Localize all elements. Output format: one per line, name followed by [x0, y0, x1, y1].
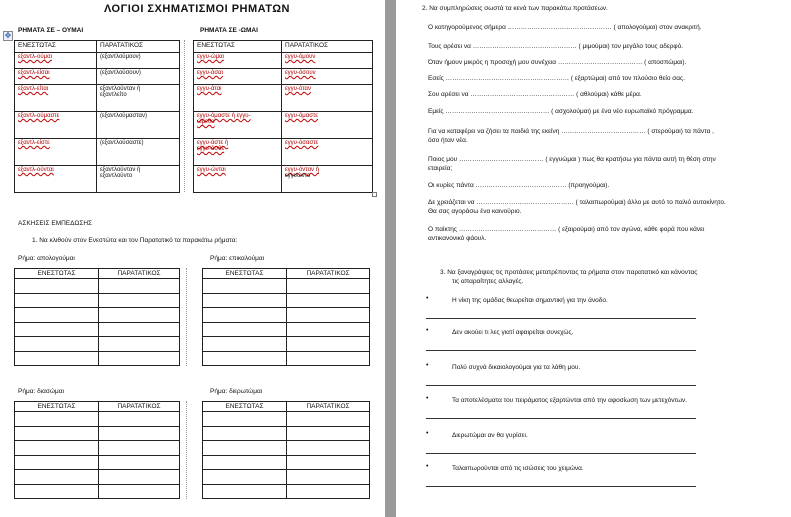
exercise-table-3 [14, 401, 180, 499]
present-form: εγγυ-άσαι [197, 70, 223, 76]
exercise-table-2 [202, 268, 370, 366]
sentence-8-cont: εταιρεία; [428, 165, 453, 172]
exercise3-instruction-cont: τις απαραίτητες αλλαγές. [452, 278, 524, 285]
answer-cell[interactable] [99, 484, 180, 499]
table-gap-dots [186, 401, 187, 499]
answer-cell[interactable] [287, 351, 370, 366]
answer-cell[interactable] [15, 279, 99, 294]
answer-cell[interactable] [203, 441, 287, 456]
document-page-2 [396, 0, 791, 517]
present-form: εξαντλ-είσαι [18, 70, 50, 76]
col-header-imperfect: ΠΑΡΑΤΑΤΙΚΟΣ [99, 269, 180, 279]
sentence-10-cont: Θα σας αγοράσω ένα καινούριο. [428, 208, 522, 215]
col-header-present: ΕΝΕΣΤΩΤΑΣ [15, 269, 99, 279]
answer-cell[interactable] [287, 293, 370, 308]
answer-cell[interactable] [99, 470, 180, 485]
imperfect-form-alt: εξαντλείτο [100, 92, 127, 98]
answer-cell[interactable] [99, 279, 180, 294]
exercise-table-1 [14, 268, 180, 366]
imperfect-form: εγγυ-όσουν [285, 70, 316, 76]
bullet-icon: • [426, 395, 429, 402]
imperfect-form: εγγυ-όμουν [285, 54, 316, 60]
present-form: εξαντλ-είστε [18, 140, 50, 146]
present-form: εγγυ-άται [197, 86, 222, 92]
answer-cell[interactable] [203, 351, 287, 366]
exercise-table-4 [202, 401, 370, 499]
present-form: εξαντλ-είται [18, 86, 49, 92]
sentence-3: Όταν ήμουν μικρός η προσοχή μου συνέχεια ………………………………… ( αποσπώμαι). [428, 59, 687, 66]
answer-cell[interactable] [203, 426, 287, 441]
sentence-11: Ο παίκτης ……………………………………… ( εξαιρούμαι) από τον αγώνα, κάθε φορά που κάνει [428, 226, 705, 233]
sentence-10: Δε χρειάζεται να ……………………………………… ( ταλαιπωρούμαι) άλλο με αυτό το παλιό αυτοκίνητο. [428, 199, 726, 206]
present-form: εγγυ-άστε ή [197, 140, 229, 146]
answer-line[interactable] [426, 418, 696, 419]
bullet-icon: • [426, 463, 429, 470]
verb-label-3: Ρήμα: διασώμαι [18, 388, 64, 395]
sentence-6: Εμείς ………………………………………… ( ασχολούμαι) με ένα νέο ευρωπαϊκό πρόγραμμα. [428, 108, 694, 115]
verb-label-2: Ρήμα: επικαλούμαι [210, 255, 265, 262]
col-header-present: ΕΝΕΣΤΩΤΑΣ [203, 402, 287, 412]
col-header-imperfect: ΠΑΡΑΤΑΤΙΚΟΣ [99, 402, 180, 412]
answer-cell[interactable] [15, 293, 99, 308]
answer-cell[interactable] [99, 441, 180, 456]
answer-cell[interactable] [203, 455, 287, 470]
exercise3-instruction: 3. Να ξαναγράψεις τις προτάσεις μετατρέποντας τα ρήματα στον παρατατικό και κάνοντας [440, 269, 698, 276]
page-title: ΛΟΓΙΟΙ ΣΧΗΜΑΤΙΣΜΟΙ ΡΗΜΑΤΩΝ [104, 3, 290, 15]
exercise2-instruction: 2. Να συμπληρώσεις σωστά τα κενά των παρακάτω προτάσεων. [422, 5, 608, 12]
present-form: εγγυ-όμαστε ή εγγυ- [197, 113, 251, 119]
answer-cell[interactable] [287, 484, 370, 499]
answer-cell[interactable] [203, 322, 287, 337]
bullet-icon: • [426, 430, 429, 437]
imperfect-form: (εξαντλούσαστε) [100, 140, 144, 146]
answer-cell[interactable] [203, 279, 287, 294]
sentence-11-cont: αντικανονικό φάουλ. [428, 235, 487, 242]
answer-line[interactable] [426, 350, 696, 351]
answer-cell[interactable] [15, 351, 99, 366]
imperfect-form: εξαντλούνταν ή [100, 86, 141, 92]
present-form-alt: ώμεθα [197, 119, 215, 125]
answer-cell[interactable] [99, 455, 180, 470]
imperfect-form-alt: εξαντλούντο [100, 173, 133, 179]
answer-cell[interactable] [15, 308, 99, 323]
answer-cell[interactable] [15, 455, 99, 470]
answer-line[interactable] [426, 453, 696, 454]
sentence-4: Εσείς ………………………………………………… ( εξαρτώμαι) από τον πλούσιο θείο σας. [428, 75, 685, 82]
answer-cell[interactable] [99, 308, 180, 323]
answer-cell[interactable] [287, 279, 370, 294]
imperfect-form: (εξαντλούμουν) [100, 54, 141, 60]
present-form: εγγυ-ώμαι [197, 54, 224, 60]
answer-cell[interactable] [203, 412, 287, 427]
sentence-7-cont: όσο ήταν νέα. [428, 137, 468, 144]
sentence-1: Ο κατηγορούμενος σήμερα ………………………………………… ( απολογούμαι) στον ανακριτή. [428, 24, 702, 31]
answer-cell[interactable] [287, 412, 370, 427]
answer-line[interactable] [426, 385, 696, 386]
answer-cell[interactable] [287, 455, 370, 470]
answer-cell[interactable] [99, 293, 180, 308]
bullet-icon: • [426, 362, 429, 369]
answer-cell[interactable] [99, 351, 180, 366]
col-header-imperfect: ΠΑΡΑΤΑΤΙΚΟΣ [287, 269, 370, 279]
col-header-imperfect: ΠΑΡΑΤΑΤΙΚΟΣ [287, 402, 370, 412]
answer-cell[interactable] [287, 322, 370, 337]
answer-cell[interactable] [203, 337, 287, 352]
col-header-present: ΕΝΕΣΤΩΤΑΣ [203, 269, 287, 279]
answer-cell[interactable] [203, 308, 287, 323]
present-form-alt: εγγυ-άσθε [197, 146, 225, 152]
bullet-icon: • [426, 327, 429, 334]
answer-cell[interactable] [287, 470, 370, 485]
sentence-2: Τους αρέσει να ………………………………………… ( μιμούμαι) τον μεγάλο τους αδερφό. [428, 43, 684, 50]
sentence-8: Ποιος μου ………………………………… ( εγγυώμαι ) πως θα κρατήσω για πάντα αυτή τη θέση στην [428, 156, 716, 163]
answer-cell[interactable] [15, 412, 99, 427]
col-header-imperfect: ΠΑΡΑΤΑΤΙΚΟΣ [97, 41, 180, 53]
answer-cell[interactable] [203, 484, 287, 499]
conjugation-table-omai [193, 40, 373, 193]
exercises-heading: ΑΣΚΗΣΕΙΣ ΕΜΠΕΔΩΣΗΣ [18, 220, 93, 227]
answer-cell[interactable] [99, 337, 180, 352]
answer-cell[interactable] [15, 337, 99, 352]
present-form: εξαντλ-ούμαι [18, 54, 52, 60]
answer-cell[interactable] [287, 426, 370, 441]
document-page-1 [0, 0, 385, 517]
imperfect-form: εγγυ-όμαστε [285, 113, 318, 119]
imperfect-form: (εξαντλούσουν) [100, 70, 141, 76]
answer-cell[interactable] [15, 441, 99, 456]
bullet-icon: • [426, 295, 429, 302]
answer-cell[interactable] [203, 470, 287, 485]
col-header-present: ΕΝΕΣΤΩΤΑΣ [15, 41, 97, 53]
table-resize-handle[interactable] [372, 192, 377, 197]
imperfect-form: εγγυ-όσαστε [285, 140, 319, 146]
answer-line[interactable] [426, 318, 696, 319]
answer-cell[interactable] [99, 426, 180, 441]
imperfect-form: εξαντλούνταν ή [100, 167, 141, 173]
group1-heading: ΡΗΜΑΤΑ ΣΕ – ΟΥΜΑΙ [18, 27, 84, 34]
exercise1-instruction: 1. Να κλιθούν στον Ενεστώτα και τον Παρατατικό τα παρακάτω ρήματα: [32, 237, 238, 244]
answer-cell[interactable] [15, 322, 99, 337]
col-header-present: ΕΝΕΣΤΩΤΑΣ [194, 41, 282, 53]
sentence-9: Οι κυρίες πάντα …………………………………… (προηγούμαι). [428, 182, 610, 189]
present-form: εξαντλ-ούνται [18, 167, 54, 173]
present-form: εξαντλ-ούμαστε [18, 113, 60, 119]
rewrite-item-1: Η νίκη της ομάδας θεωρείται σημαντική για την άνοδο. [452, 297, 608, 304]
answer-cell[interactable] [15, 426, 99, 441]
answer-cell[interactable] [203, 293, 287, 308]
imperfect-form: (εξαντλούμασταν) [100, 113, 147, 119]
rewrite-item-6: Ταλαιπωρούνται από τις ισώσεις του χειμώνα. [452, 465, 584, 472]
col-header-imperfect: ΠΑΡΑΤΑΤΙΚΟΣ [282, 41, 373, 53]
rewrite-item-2: Δεν ακούει τι λες γιατί αφαιρείται συνεχώς. [452, 329, 574, 336]
imperfect-form: εγγυ-όταν [285, 86, 311, 92]
answer-cell[interactable] [287, 308, 370, 323]
present-form: εγγυ-ώνται [197, 167, 226, 173]
answer-cell[interactable] [287, 337, 370, 352]
table-gap-dots [184, 40, 185, 192]
rewrite-item-3: Πολύ συχνά δικαιολογούμαι για τα λάθη μου. [452, 364, 581, 371]
answer-cell[interactable] [15, 484, 99, 499]
sentence-7: Για να καταφέρει να ζήσει τα παιδιά της εκείνη ………………………………… ( στερούμαι) τα πάντα , [428, 128, 714, 135]
conjugation-table-oumai [14, 40, 180, 193]
answer-cell[interactable] [287, 441, 370, 456]
table-move-handle-icon[interactable]: ✥ [4, 31, 12, 40]
imperfect-form: εγγυ-όνταν ή [285, 167, 320, 173]
rewrite-item-5: Διερωτώμαι αν θα γυρίσει. [452, 432, 528, 439]
rewrite-item-4: Τα αποτελέσματα του πειράματος εξαρτώνται από την αφοσίωση των μετεχόντων. [452, 397, 688, 404]
answer-cell[interactable] [15, 470, 99, 485]
answer-line[interactable] [426, 486, 696, 487]
answer-cell[interactable] [99, 412, 180, 427]
table-gap-dots [186, 268, 187, 366]
verb-label-1: Ρήμα: απολογούμαι [18, 255, 75, 262]
sentence-5: Σου αρέσει να ………………………………………… ( αθλούμαι) κάθε μέρα. [428, 91, 642, 98]
group2-heading: ΡΗΜΑΤΑ ΣΕ -ΩΜΑΙ [200, 27, 258, 34]
verb-label-4: Ρήμα: διερωτώμαι [210, 388, 263, 395]
imperfect-form-alt: εγγυώντο [285, 173, 311, 179]
answer-cell[interactable] [99, 322, 180, 337]
col-header-present: ΕΝΕΣΤΩΤΑΣ [15, 402, 99, 412]
